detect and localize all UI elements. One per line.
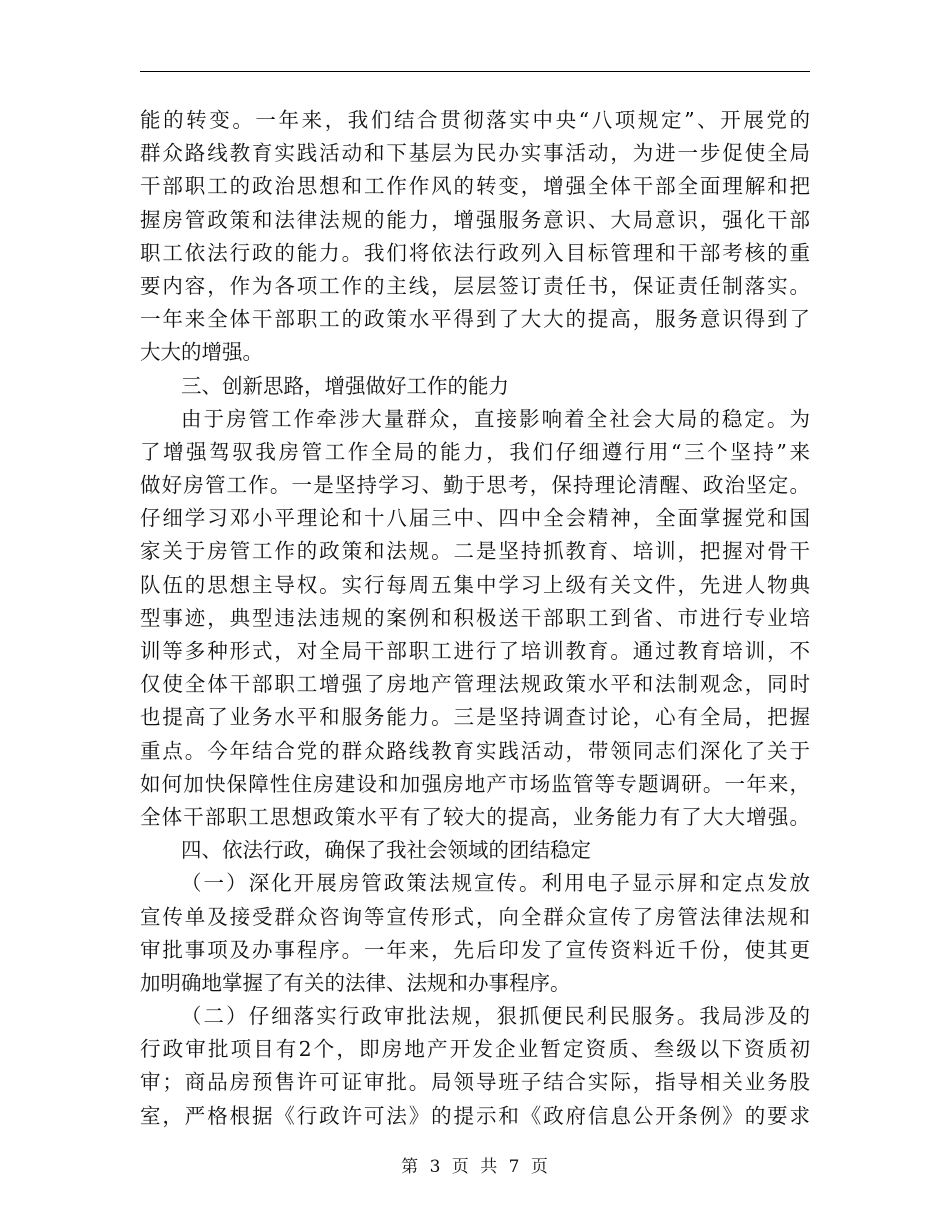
text-line: 干部职工的政治思想和工作作风的转变，增强全体干部全面理解和把 xyxy=(140,174,810,199)
text-line: 家关于房管工作的政策和法规。二是坚持抓教育、培训，把握对骨干 xyxy=(140,539,810,564)
text-line: （一）深化开展房管政策法规宣传。利用电子显示屏和定点发放 xyxy=(181,871,810,896)
text-line: 室，严格根据《行政许可法》的提示和《政府信息公开条例》的要求 xyxy=(140,1103,810,1128)
section-heading: 三、创新思路，增强做好工作的能力 xyxy=(181,373,509,398)
text-line: 大大的增强。 xyxy=(140,340,263,365)
text-line: 加明确地掌握了有关的法律、法规和办事程序。 xyxy=(140,970,571,995)
text-line: 一年来全体干部职工的政策水平得到了大大的提高，服务意识得到了 xyxy=(140,307,810,332)
text-line: 全体干部职工思想政策水平有了较大的提高，业务能力有了大大增强。 xyxy=(140,804,810,829)
text-line: 训等多种形式，对全局干部职工进行了培训教育。通过教育培训，不 xyxy=(140,639,810,663)
text-line: 也提高了业务水平和服务能力。三是坚持调查讨论，心有全局，把握 xyxy=(140,705,810,730)
text-line: 职工依法行政的能力。我们将依法行政列入目标管理和干部考核的重 xyxy=(140,240,810,265)
text-line: 仅使全体干部职工增强了房地产管理法规政策水平和法制观念，同时 xyxy=(140,672,810,697)
text-line: 队伍的思想主导权。实行每周五集中学习上级有关文件，先进人物典 xyxy=(140,572,810,597)
text-line: 宣传单及接受群众咨询等宣传形式，向全群众宣传了房管法律法规和 xyxy=(140,904,810,929)
text-line: （二）仔细落实行政审批法规，狠抓便民利民服务。我局涉及的 xyxy=(181,1004,810,1029)
text-line: 握房管政策和法律法规的能力，增强服务意识、大局意识，强化干部 xyxy=(140,207,810,232)
text-line: 仔细学习邓小平理论和十八届三中、四中全会精神，全面掌握党和国 xyxy=(140,506,810,531)
text-line: 做好房管工作。一是坚持学习、勤于思考，保持理论清醒、政治坚定。 xyxy=(140,473,810,498)
text-line: 了增强驾驭我房管工作全局的能力，我们仔细遵行用“三个坚持”来 xyxy=(140,439,810,464)
header-rule xyxy=(140,71,810,72)
text-line: 要内容，作为各项工作的主线，层层签订责任书，保证责任制落实。 xyxy=(140,273,810,298)
text-line: 群众路线教育实践活动和下基层为民办实事活动，为进一步促使全局 xyxy=(140,141,810,166)
page-number: 第 3 页 共 7 页 xyxy=(401,1157,549,1177)
text-line: 行政审批项目有2个，即房地产开发企业暂定资质、叁级以下资质初 xyxy=(140,1037,810,1062)
text-line: 型事迹，典型违法违规的案例和积极送干部职工到省、市进行专业培 xyxy=(140,605,810,630)
text-line: 审批事项及办事程序。一年来，先后印发了宣传资料近千份，使其更 xyxy=(140,937,810,962)
text-line: 由于房管工作牵涉大量群众，直接影响着全社会大局的稳定。为 xyxy=(181,406,810,431)
text-line: 能的转变。一年来，我们结合贯彻落实中央“八项规定”、开展党的 xyxy=(140,108,810,132)
text-line: 审；商品房预售许可证审批。局领导班子结合实际，指导相关业务股 xyxy=(140,1070,810,1095)
text-line: 如何加快保障性住房建设和加强房地产市场监管等专题调研。一年来， xyxy=(140,771,810,796)
document-body xyxy=(140,104,810,1133)
section-heading: 四、依法行政，确保了我社会领域的团结稳定 xyxy=(181,838,591,863)
text-line: 重点。今年结合党的群众路线教育实践活动，带领同志们深化了关于 xyxy=(140,738,810,763)
